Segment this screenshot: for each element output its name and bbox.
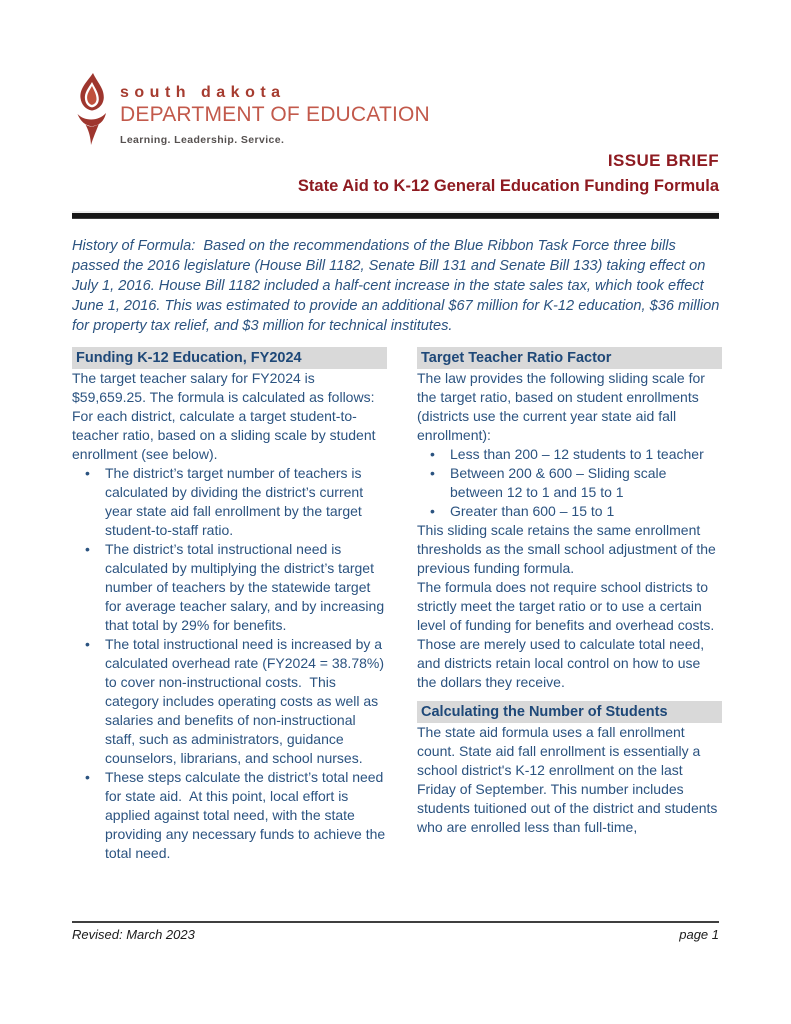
section-heading-target-ratio: Target Teacher Ratio Factor [417, 347, 722, 369]
department-logo [73, 73, 430, 146]
right-column [417, 347, 722, 863]
list-item: • The district’s total instructional need is calculated by multiplying the district’s target number of teachers by the statewide target for average teacher salary, and by increasing that total by 29% for benefits. [72, 540, 387, 635]
flame-icon [73, 73, 113, 145]
history-paragraph: History of Formula: Based on the recommendations of the Blue Ribbon Task Force three bills passed the 2016 legislature (House Bill 1182, Senate Bill 131 and Senate Bill 133) taking effect on July 1, 2016. House Bill 1182 included a half-cent increase in the state sales tax, which took effect June 1, 2016. This was estimated to provide an additional $67 million for K-12 education, $36 million for property tax relief, and $3 million for technical institutes. [72, 238, 724, 334]
list-item: • These steps calculate the district’s total need for state aid. At this point, local effort is applied against total need, with the state providing any necessary funds to achieve the total need. [72, 768, 387, 863]
target-ratio-intro-paragraph: The law provides the following sliding scale for the target ratio, based on student enrollments (districts use the current year state aid fall enrollment): [417, 370, 709, 443]
list-item: • Between 200 & 600 – Sliding scale between 12 to 1 and 15 to 1 [417, 464, 722, 502]
header-divider [72, 211, 719, 219]
funding-intro-paragraph: The target teacher salary for FY2024 is $59,659.25. The formula is calculated as follows: For each district, calculate a target student-to-teacher ratio, based on a sliding scale by student enrollment (see below). [72, 370, 383, 462]
body-columns [72, 347, 722, 863]
funding-bullet-list [72, 464, 390, 863]
list-item: • The district’s target number of teachers is calculated by dividing the district’s current year state aid fall enrollment by the target student-to-staff ratio. [72, 464, 387, 540]
section-heading-calculating-students: Calculating the Number of Students [417, 701, 722, 723]
target-ratio-bullet-list [417, 445, 722, 521]
logo-line-department: DEPARTMENT OF EDUCATION [120, 103, 430, 126]
left-column [72, 347, 390, 863]
section-heading-funding: Funding K-12 Education, FY2024 [72, 347, 387, 369]
logo-tagline: Learning. Leadership. Service. [120, 134, 285, 146]
sliding-scale-paragraph: This sliding scale retains the same enrollment thresholds as the small school adjustment of the previous funding formula. [417, 522, 720, 576]
footer-page-number: page 1 [679, 927, 719, 942]
fall-enrollment-paragraph: The state aid formula uses a fall enrollment count. State aid fall enrollment is essentially a school district's K-12 enrollment on the last Friday of September. This number includes students tuitioned out of the district and students who are enrolled less than full-time, [417, 724, 722, 835]
issue-brief-kicker: ISSUE BRIEF [607, 151, 719, 170]
local-control-paragraph: The formula does not require school districts to strictly meet the target ratio or to use a certain level of funding for benefits and overhead costs. Those are merely used to calculate total need, and districts retain local control on how to use the dollars they receive. [417, 579, 718, 690]
list-item: • The total instructional need is increased by a calculated overhead rate (FY2024 = 38.78%) to cover non-instructional costs. This category includes operating costs as well as salaries and benefits of non-instructional staff, such as administrators, guidance counselors, librarians, and school nurses. [72, 635, 387, 768]
title-block [298, 151, 719, 196]
list-item: • Greater than 600 – 15 to 1 [417, 502, 722, 521]
page-footer [72, 921, 719, 942]
logo-line-south-dakota: south dakota [120, 84, 286, 101]
footer-revised-date: Revised: March 2023 [72, 927, 195, 942]
list-item: • Less than 200 – 12 students to 1 teacher [417, 445, 722, 464]
logo-text [120, 84, 430, 146]
page-title: State Aid to K-12 General Education Funding Formula [297, 177, 719, 195]
